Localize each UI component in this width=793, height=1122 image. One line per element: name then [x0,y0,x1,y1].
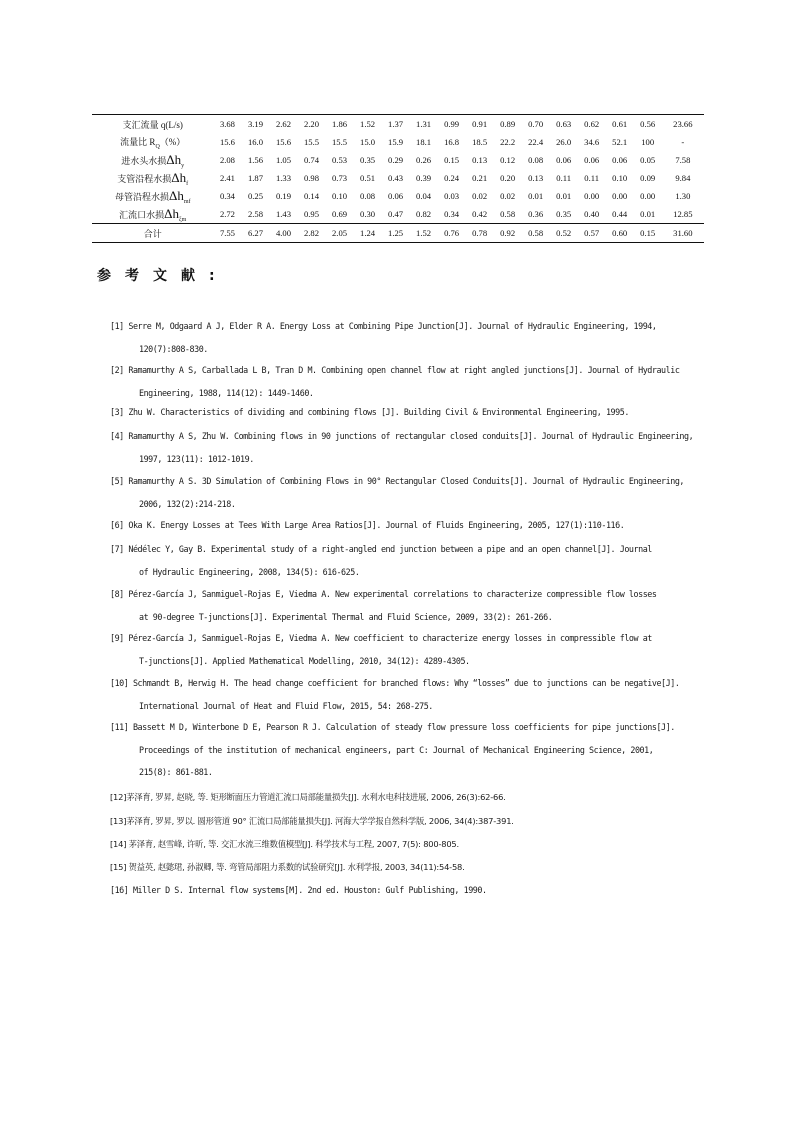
reference-item: [12]茅泽育, 罗昇, 赵晓, 等. 矩形断面压力管道汇流口局部能量损失[J]. 水利水电科技进展, 2006, 26(3):62-66. [110,792,506,802]
table-cell: 0.30 [360,209,376,219]
table-cell-total: 23.66 [673,119,693,129]
table-cell: 1.24 [354,224,382,243]
table-cell: 0.52 [550,224,578,243]
table-cell: 0.01 [556,191,572,201]
table-cell: 0.53 [332,155,348,165]
table-cell: 0.08 [360,191,376,201]
table-cell: 0.36 [528,209,544,219]
row-label-subscript: Q [155,143,160,150]
table-cell: 1.43 [275,209,292,219]
reference-item: [7] Nédélec Y, Gay B. Experimental study of a right-angled end junction between a pipe and an open channel[J]. Journal [110,544,652,554]
table-cell: 0.29 [388,155,404,165]
row-label-symbol: Δh [171,169,187,185]
reference-item-continuation: at 90-degree T-junctions[J]. Experimental Thermal and Fluid Science, 2009, 33(2): 261-266. [139,611,553,622]
table-cell: 0.89 [500,119,516,129]
table-cell: 1.86 [332,119,348,129]
table-cell: 0.62 [584,119,600,129]
table-cell: 0.09 [640,173,656,183]
table-cell: 0.00 [584,191,600,201]
table-cell: 0.69 [332,209,348,219]
table-cell: 0.08 [528,155,544,165]
table-cell: 0.57 [578,224,606,243]
table-cell: 0.58 [522,224,550,243]
reference-item-continuation: International Journal of Heat and Fluid Flow, 2015, 54: 268-275. [139,700,433,711]
table-cell: 2.08 [219,155,235,165]
table-cell: 0.98 [303,173,320,183]
reference-item: [10] Schmandt B, Herwig H. The head change coefficient for branched flows: Why “losses” due to junctions can be negative[J]. [110,678,680,688]
table-cell: 15.6 [219,137,235,147]
table-cell-total: 7.58 [675,155,691,165]
table-cell: 0.01 [528,191,544,201]
reference-item: [6] Oka K. Energy Losses at Tees With Large Area Ratios[J]. Journal of Fluids Engineering, 2005, 127(1):110-116. [110,520,625,530]
table-row [92,151,704,169]
table-cell: 0.56 [640,119,656,129]
row-label [92,205,213,224]
row-label [92,187,213,205]
table-cell: 0.19 [275,191,292,201]
table-cell: 0.99 [444,119,460,129]
table-cell: 0.11 [556,173,572,183]
row-label-text: 进水头水损 [121,155,167,166]
table-cell: 15.6 [275,137,292,147]
table-cell: 0.02 [500,191,516,201]
reference-item: [2] Ramamurthy A S, Carballada L B, Tran D M. Combining open channel flow at right angled junctions[J]. Journal of Hydraulic [110,365,680,375]
table-cell: 1.05 [275,155,292,165]
reference-item: [14] 茅泽育, 赵雪峰, 许昕, 等. 交汇水流三维数值模型[J]. 科学技术与工程, 2007, 7(5): 800-805. [110,839,459,849]
table-cell: 18.1 [416,137,432,147]
table-cell: 0.58 [500,209,516,219]
reference-item: [9] Pérez-García J, Sanmiguel-Rojas E, Viedma A. New coefficient to characterize energy losses in compressible flow at [110,633,652,643]
table-cell: 0.02 [472,191,488,201]
row-label-text: 支管沿程水损 [117,173,172,184]
row-label-subscript: y [181,162,185,169]
table-cell-total: - [681,137,685,147]
reference-item: [5] Ramamurthy A S. 3D Simulation of Combining Flows in 90° Rectangular Closed Conduits[J]. Journal of Hydraulic Engineering, [110,476,685,486]
row-label-text: 汇流口水损 [119,209,165,220]
table-cell: 15.9 [388,137,404,147]
table-row [92,187,704,205]
table-cell: 0.10 [332,191,348,201]
table-cell: 52.1 [612,137,628,147]
table-cell: 0.10 [612,173,628,183]
table-cell: 0.73 [332,173,348,183]
table-cell: 1.52 [410,224,438,243]
table-cell: 0.06 [556,155,572,165]
row-label [92,151,213,169]
table-cell-total: 1.30 [675,191,691,201]
table-cell: 3.19 [247,119,263,129]
table-cell: 22.4 [528,137,544,147]
table-cell: 1.52 [360,119,376,129]
reference-item-continuation: Engineering, 1988, 114(12): 1449-1460. [139,387,314,398]
table-cell: 26.0 [556,137,572,147]
table-cell: 0.78 [466,224,494,243]
row-label-text: 支汇流量 q(L/s) [122,119,183,130]
table-cell: 18.5 [472,137,488,147]
table-row [92,224,704,243]
table-cell: 1.31 [416,119,432,129]
row-label-text: 母管沿程水损 [114,191,169,202]
table-cell: 0.00 [640,191,656,201]
table-cell: 1.33 [275,173,292,183]
table-cell: 2.58 [247,209,263,219]
table-cell: 0.95 [303,209,320,219]
row-label-symbol: Δh [166,151,182,167]
table-cell: 0.82 [416,209,432,219]
references-heading: 参考文献: [97,268,229,284]
row-label-symbol: Δh [164,205,179,221]
table-cell: 0.13 [528,173,544,183]
table-cell: 0.76 [438,224,466,243]
table-cell: 0.63 [556,119,572,129]
table-cell: 2.20 [303,119,320,129]
table-cell-total: 31.60 [662,224,704,243]
table-cell: 15.5 [303,137,320,147]
table-cell: 0.05 [640,155,656,165]
table-cell: 0.60 [606,224,634,243]
table-cell: 15.5 [332,137,348,147]
reference-item-continuation: Proceedings of the institution of mechanical engineers, part C: Journal of Mechanical Engineering Science, 2001, [139,744,654,755]
table-row [92,205,704,224]
table-cell: 1.87 [247,173,263,183]
table-cell: 0.34 [444,209,460,219]
table-cell-total: 9.84 [675,173,691,183]
reference-item-continuation: 1997, 123(11): 1012-1019. [139,453,254,464]
table-cell: 0.70 [528,119,544,129]
table-cell: 0.35 [360,155,376,165]
table-cell: 4.00 [269,224,297,243]
table-cell: 0.44 [612,209,628,219]
row-label [92,169,213,187]
reference-item-continuation: 2006, 132(2):214-218. [139,498,236,509]
table-cell: 100 [641,137,655,147]
row-label-symbol: Δh [168,187,184,203]
table-cell: 0.03 [444,191,460,201]
table-cell: 16.8 [444,137,460,147]
table-cell: 0.26 [416,155,432,165]
head-loss-table [92,114,704,243]
table-cell: 0.14 [303,191,320,201]
table-cell: 2.62 [275,119,292,129]
reference-item: [1] Serre M, Odgaard A J, Elder R A. Energy Loss at Combining Pipe Junction[J]. Journal of Hydraulic Engineering, 1994, [110,321,657,331]
table-cell: 2.41 [219,173,235,183]
table-cell: 2.05 [326,224,354,243]
table-cell: 0.74 [303,155,320,165]
table-cell: 0.92 [494,224,522,243]
table-cell: 0.21 [472,173,488,183]
row-label-subscript: f [186,180,189,187]
table-cell: 0.04 [416,191,432,201]
table-cell: 6.27 [241,224,269,243]
table-row [92,115,704,134]
table-cell: 16.0 [247,137,263,147]
table-cell: 15.0 [360,137,376,147]
table-row [92,133,704,151]
table-cell: 0.39 [416,173,432,183]
table-cell: 0.15 [444,155,460,165]
row-label [92,115,213,134]
table-body [92,115,704,243]
table-cell: 2.72 [219,209,235,219]
table-cell: 0.43 [388,173,404,183]
row-label-unit: （%） [159,136,186,147]
table-cell: 0.15 [634,224,662,243]
table-cell: 0.12 [500,155,516,165]
table-cell: 0.06 [584,155,600,165]
table-cell: 0.34 [219,191,235,201]
reference-item: [15] 贺益英, 赵懿珺, 孙淑卿, 等. 弯管局部阻力系数的试验研究[J]. 水利学报, 2003, 34(11):54-58. [110,862,465,872]
reference-item: [13]茅泽育, 罗昇, 罗以. 圆形管道 90° 汇流口局部能量损失[J]. 河海大学学报自然科学版, 2006, 34(4):387-391. [110,816,514,826]
table-cell: 0.06 [612,155,628,165]
table-cell: 0.06 [388,191,404,201]
reference-item: [16] Miller D S. Internal flow systems[M]. 2nd ed. Houston: Gulf Publishing, 1990. [110,885,487,895]
reference-item: [3] Zhu W. Characteristics of dividing and combining flows [J]. Building Civil & Environmental Engineering, 1995. [110,407,629,417]
row-label-subscript: ξm [179,216,187,223]
row-label-subscript: mf [183,198,191,205]
reference-item: [4] Ramamurthy A S, Zhu W. Combining flows in 90 junctions of rectangular closed conduits[J]. Journal of Hydraulic Engineering, [110,431,694,441]
table-cell: 0.11 [584,173,600,183]
reference-item-continuation: 215(8): 861-881. [139,767,213,777]
table-cell: 3.68 [219,119,235,129]
reference-item-continuation: T-junctions[J]. Applied Mathematical Modelling, 2010, 34(12): 4289-4305. [139,655,470,666]
reference-item: [8] Pérez-García J, Sanmiguel-Rojas E, Viedma A. New experimental correlations to characterize compressible flow losses [110,589,657,599]
table-cell: 34.6 [584,137,600,147]
table-cell: 7.55 [213,224,241,243]
table-cell: 0.61 [612,119,628,129]
table-cell: 0.91 [472,119,488,129]
table-cell: 0.47 [388,209,404,219]
reference-item-continuation: 120(7):808-830. [139,343,208,354]
reference-item: [11] Bassett M D, Winterbone D E, Pearson R J. Calculation of steady flow pressure loss coefficients for pipe junctions[J]. [110,722,675,732]
table-cell: 0.40 [584,209,600,219]
table-cell: 0.20 [500,173,516,183]
table-cell: 0.25 [247,191,263,201]
row-label [92,133,213,151]
table-cell: 0.42 [472,209,488,219]
table-cell: 0.51 [360,173,376,183]
table-cell: 0.24 [444,173,460,183]
table-row [92,169,704,187]
table-cell: 1.56 [247,155,263,165]
table-cell: 0.00 [612,191,628,201]
table-cell: 0.13 [472,155,488,165]
row-label-text: 合计 [143,228,162,239]
table-cell: 2.82 [298,224,326,243]
table-cell: 22.2 [500,137,516,147]
table-cell: 1.25 [382,224,410,243]
table-cell: 0.01 [640,209,656,219]
row-label-text: 流量比 R [120,136,156,147]
table-cell-total: 12.85 [673,209,693,219]
table-cell: 0.35 [556,209,572,219]
table-cell: 1.37 [388,119,404,129]
reference-item-continuation: of Hydraulic Engineering, 2008, 134(5): 616-625. [139,566,360,577]
row-label [92,224,213,243]
